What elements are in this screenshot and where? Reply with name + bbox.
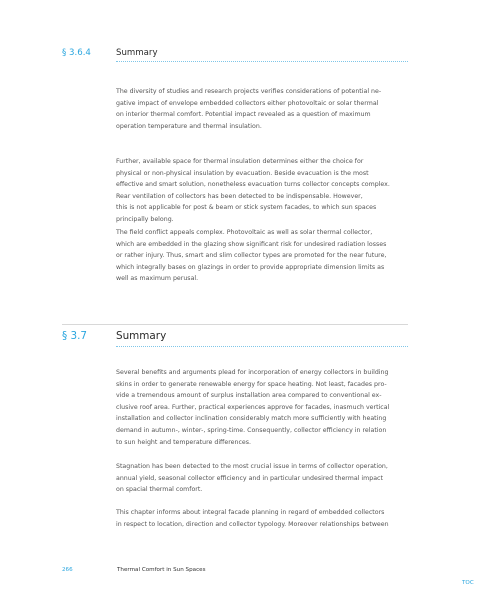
text-line: on interior thermal comfort. Potential impact revealed as a question of maximum — [116, 111, 371, 119]
section-heading-3-7 — [62, 330, 408, 342]
text-line: effective and smart solution, nonetheless evacuation turns collector concepts complex. — [116, 181, 390, 189]
text-line: in respect to location, direction and collector typology. Moreover relationships between — [116, 520, 389, 528]
paragraph — [116, 156, 412, 226]
dotted-rule — [116, 346, 408, 347]
running-title: Thermal Comfort in Sun Spaces — [117, 567, 206, 573]
text-line: skins in order to generate renewable energy for space heating. Not least, facades pro- — [116, 380, 387, 388]
text-line: Rear ventilation of collectors has been detected to be indispensable. However, — [116, 192, 363, 200]
text-line: gative impact of envelope embedded collectors either photovoltaic or solar thermal — [116, 99, 379, 107]
text-line: Stagnation has been detected to the most crucial issue in terms of collector operation, — [116, 463, 388, 470]
text-line: physical or non-physical insulation by evacuation. Beside evacuation is the most — [116, 169, 369, 177]
text-line: The field conflict appeals complex. Photovoltaic as well as solar thermal collector, — [116, 229, 373, 236]
dotted-rule — [116, 61, 408, 62]
text-line: on spacial thermal comfort. — [116, 486, 203, 494]
toc-link[interactable]: TOC — [462, 580, 474, 586]
text-line: to sun height and temperature differences. — [116, 438, 251, 446]
text-line: Several benefits and arguments plead for incorporation of energy collectors in building — [116, 369, 389, 376]
text-line: Further, available space for thermal insulation determines either the choice for — [116, 158, 364, 165]
page-number: 266 — [62, 567, 73, 573]
text-line: which are embedded in the glazing show significant risk for undesired radiation losses — [116, 240, 387, 248]
section-title: Summary — [116, 48, 158, 58]
section-number: § 3.6.4 — [62, 48, 91, 58]
section-divider — [62, 324, 408, 325]
text-line: This chapter informs about integral facade planning in regard of embedded collectors — [116, 509, 385, 516]
paragraph — [116, 367, 412, 448]
section-title: Summary — [116, 330, 167, 342]
section-heading-3-6-4 — [62, 48, 408, 58]
text-line: well as maximum perusal. — [116, 275, 199, 283]
text-line: or rather injury. Thus, smart and slim collector types are promoted for the near future, — [116, 252, 387, 260]
paragraph — [116, 507, 412, 530]
text-line: principally belong. — [116, 215, 174, 223]
section-number: § 3.7 — [62, 330, 88, 342]
text-line: vide a tremendous amount of surplus installation area compared to conventional ex- — [116, 392, 382, 400]
text-line: operation temperature and thermal insulation. — [116, 122, 262, 130]
text-line: The diversity of studies and research projects verifies considerations of potential ne- — [116, 88, 382, 95]
text-line: this is not applicable for post & beam or stick system facades, to which sun spaces — [116, 204, 377, 212]
paragraph — [116, 227, 412, 285]
paragraph — [116, 461, 412, 496]
text-line: annual yield, seasonal collector efficiency and in particular undesired thermal impact — [116, 474, 383, 482]
paragraph — [116, 86, 412, 132]
text-line: clusive roof area. Further, practical experiences approve for facades, inasmuch vertical — [116, 403, 390, 411]
text-line: installation and collector inclination considerably match more sufficiently with heating — [116, 415, 387, 423]
text-line: demand in autumn-, winter-, spring-time. Consequently, collector efficiency in relation — [116, 426, 387, 434]
text-line: which integrally bases on glazings in order to provide appropriate dimension limits as — [116, 263, 385, 271]
